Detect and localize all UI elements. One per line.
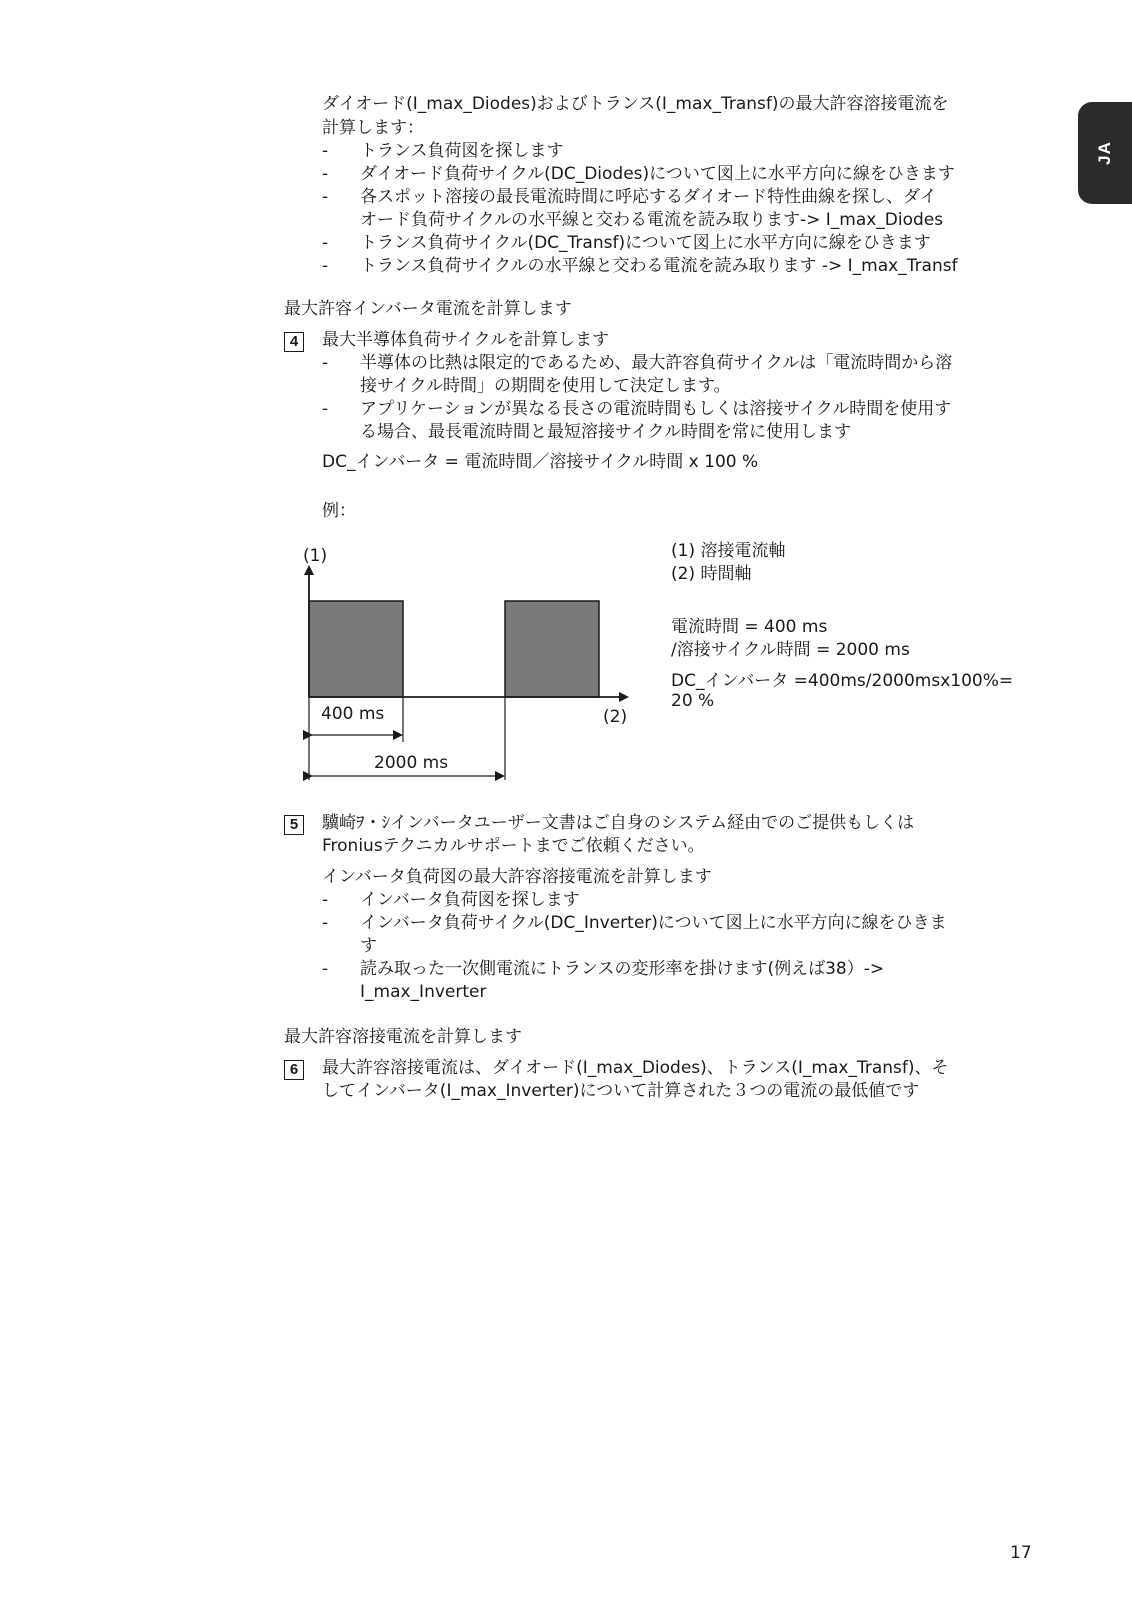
bullet-text: トランス負荷サイクル(DC_Transf)について図上に水平方向に線をひきます (360, 233, 931, 253)
bullet-text: インバータ負荷図を探します (360, 890, 580, 910)
figure-legend-line: (1) 溶接電流軸 (671, 541, 786, 561)
bullet-text-cont: す (360, 936, 377, 956)
bullet-text: トランス負荷図を探します (360, 141, 564, 161)
bullet-dash: - (322, 141, 329, 161)
intro-line-2: 計算します： (322, 118, 424, 138)
section-heading-inverter: 最大許容インバータ電流を計算します (284, 299, 572, 319)
bullet-text-cont: 接サイクル時間」の期間を使用して決定します。 (360, 376, 731, 396)
step-number-5: 5 (284, 815, 304, 835)
figure-legend-line: (2) 時間軸 (671, 564, 752, 584)
bullet-dash: - (322, 233, 329, 253)
bullet-dash: - (322, 353, 329, 373)
step5-text-line-2: Froniusテクニカルサポートまでご依頼ください。 (322, 836, 705, 856)
bullet-text: インバータ負荷サイクル(DC_Inverter)について図上に水平方向に線をひきま (360, 913, 947, 933)
bullet-dash: - (322, 187, 329, 207)
language-tab-label: JA (1095, 141, 1114, 165)
step-number-4: 4 (284, 332, 304, 352)
current-pulse-2 (505, 601, 599, 697)
bullet-text: ダイオード負荷サイクル(DC_Diodes)について図上に水平方向に線をひきます (360, 164, 955, 184)
bullet-text-cont: I_max_Inverter (360, 982, 487, 1002)
dimension-label-400ms: 400 ms (321, 704, 385, 724)
step4-title: 最大半導体負荷サイクルを計算します (322, 330, 609, 350)
figure-legend-line: /溶接サイクル時間 = 2000 ms (671, 640, 910, 660)
bullet-text-cont: る場合、最長電流時間と最短溶接サイクル時間を常に使用します (360, 422, 851, 442)
bullet-dash: - (322, 256, 329, 276)
page-number: 17 (1010, 1543, 1032, 1563)
bullet-dash: - (322, 164, 329, 184)
section-heading-weld-current: 最大許容溶接電流を計算します (284, 1027, 522, 1047)
figure-legend-line: 電流時間 = 400 ms (671, 617, 828, 637)
bullet-text: 半導体の比熱は限定的であるため、最大許容負荷サイクルは「電流時間から溶 (360, 353, 953, 373)
intro-line-1: ダイオード(I_max_Diodes)およびトランス(I_max_Transf)の最大許容溶接電流を (322, 94, 949, 114)
axis-2-label: (2) (603, 707, 628, 727)
dc-inverter-formula: DC_インバータ = 電流時間／溶接サイクル時間 x 100 % (322, 452, 759, 472)
bullet-dash: - (322, 399, 329, 419)
step-number-6: 6 (284, 1060, 304, 1080)
step6-text-line-1: 最大許容溶接電流は、ダイオード(I_max_Diodes)、トランス(I_max_Transf)、そ (322, 1058, 949, 1078)
figure-legend-line: DC_インバータ =400ms/2000msx100%= (671, 671, 1014, 691)
bullet-text-cont: オード負荷サイクルの水平線と交わる電流を読み取ります-> I_max_Diodes (360, 210, 944, 230)
current-pulse-1 (309, 601, 403, 697)
example-label: 例： (322, 501, 356, 521)
step6-text-line-2: してインバータ(I_max_Inverter)について計算された３つの電流の最低値です (322, 1081, 920, 1101)
bullet-dash: - (322, 913, 329, 933)
bullet-text: トランス負荷サイクルの水平線と交わる電流を読み取ります -> I_max_Transf (360, 256, 958, 276)
bullet-dash: - (322, 890, 329, 910)
axis-1-label: (1) (303, 546, 328, 566)
bullet-text: 読み取った一次側電流にトランスの変形率を掛けます(例えば38）-> (360, 959, 885, 979)
bullet-dash: - (322, 959, 329, 979)
dimension-label-2000ms: 2000 ms (374, 753, 449, 773)
step5-text-line-1: 驥崎ｦ・ｼインバータユーザー文書はご自身のシステム経由でのご提供もしくは (322, 813, 915, 833)
bullet-text: アプリケーションが異なる長さの電流時間もしくは溶接サイクル時間を使用す (360, 399, 952, 419)
step5-subheading: インバータ負荷図の最大許容溶接電流を計算します (322, 867, 712, 887)
figure-legend-line: 20 % (671, 691, 715, 711)
bullet-text: 各スポット溶接の最長電流時間に呼応するダイオード特性曲線を探し、ダイ (360, 187, 937, 207)
